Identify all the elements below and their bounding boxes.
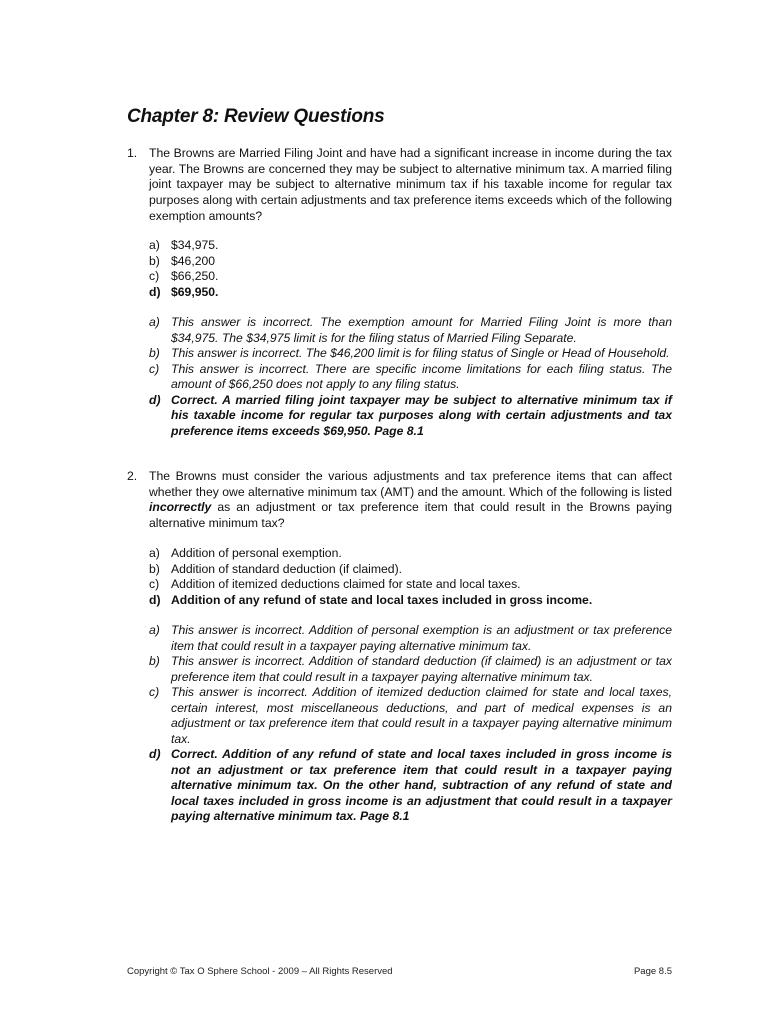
option-a: a) Addition of personal exemption. <box>149 546 342 560</box>
option-d-correct: d) Addition of any refund of state and local taxes included in gross income. <box>149 593 593 608</box>
explanation-d-correct: d) Correct. A married filing joint taxpayer may be subject to alternative minimum tax if his taxable income for regular tax purposes along with certain adjustments and tax preference items exceeds $69,950. Page 8.1 <box>149 392 672 438</box>
explanation-c: c) This answer is incorrect. There are specific income limitations for each filing status. The amount of $66,250 does not apply to any filing status. <box>149 361 672 391</box>
option-b: b) $46,200 <box>149 253 216 268</box>
question-1-explanations <box>149 315 672 439</box>
explanation-a: a) This answer is incorrect. Addition of personal exemption is an adjustment or tax preference item that could result in a taxpayer paying alternative minimum tax. <box>149 623 672 653</box>
question-2 <box>127 469 672 532</box>
option-d-correct: d) $69,950. <box>149 285 219 300</box>
question-2-explanations <box>149 623 672 825</box>
question-1-options <box>149 238 669 301</box>
explanation-b: b) This answer is incorrect. The $46,200 limit is for filing status of Single or Head of Household. <box>149 346 670 360</box>
option-c: c) $66,250. <box>149 269 219 284</box>
explanation-d-correct: d) Correct. Addition of any refund of state and local taxes included in gross income is not an adjustment or tax preference item that could result in a taxpayer paying alternative minimum tax. On the other hand, subtraction of any refund of state and local taxes included in gross income is an adjustment that could result in a taxpayer paying alternative minimum tax. Page 8.1 <box>149 747 672 823</box>
explanation-c: c) This answer is incorrect. Addition of itemized deduction claimed for state and local taxes, certain interest, most miscellaneous deductions, and part of medical expenses is an adjustment or tax preference item that could result in a taxpayer paying alternative minimum tax. <box>149 685 672 746</box>
question-number: 1. <box>127 146 138 160</box>
question-stem: The Browns must consider the various adjustments and tax preference items that can affect whether they owe alternative minimum tax (AMT) and the amount. Which of the following is listed incorrectly as an adjustment or tax preference item that could result in the Browns paying alternative minimum tax? <box>149 469 672 531</box>
footer-page-number: Page 8.5 <box>633 966 672 977</box>
question-1 <box>127 146 672 225</box>
emphasis-incorrectly: incorrectly <box>149 500 212 515</box>
question-2-options <box>149 546 669 609</box>
footer-copyright: Copyright © Tax O Sphere School - 2009 – All Rights Reserved <box>127 966 393 977</box>
explanation-a: a) This answer is incorrect. The exemption amount for Married Filing Joint is more than $34,975. The $34,975 limit is for the filing status of Married Filing Separate. <box>149 315 672 345</box>
option-b: b) Addition of standard deduction (if claimed). <box>149 561 403 576</box>
question-number: 2. <box>127 469 138 483</box>
explanation-b: b) This answer is incorrect. Addition of standard deduction (if claimed) is an adjustment or tax preference item that could result in a taxpayer paying alternative minimum tax. <box>149 654 672 684</box>
page-title: Chapter 8: Review Questions <box>127 106 385 127</box>
option-a: a) $34,975. <box>149 238 219 252</box>
question-stem: The Browns are Married Filing Joint and have had a significant increase in income during the tax year. The Browns are concerned they may be subject to alternative minimum tax. A married filing joint taxpayer may be subject to alternative minimum tax if his taxable income for regular tax purposes along with certain adjustments and tax preference items exceeds which of the following exemption amounts? <box>149 146 672 223</box>
option-c: c) Addition of itemized deductions claimed for state and local taxes. <box>149 577 521 592</box>
